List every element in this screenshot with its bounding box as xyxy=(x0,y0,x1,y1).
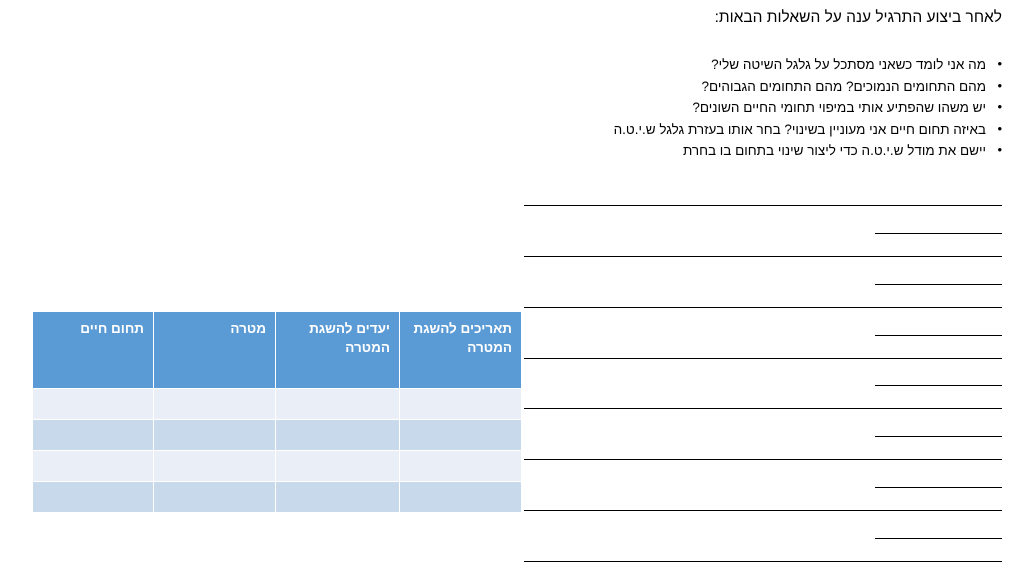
writing-line xyxy=(875,487,1002,488)
column-header-dates: תאריכים להשגת המטרה xyxy=(400,312,522,389)
writing-line xyxy=(524,256,1002,257)
list-item: • מה אני לומד כשאני מסתכל על גלגל השיטה שלי? xyxy=(502,56,1002,75)
table-row[interactable] xyxy=(33,420,522,451)
cell-goal[interactable] xyxy=(154,389,276,420)
list-item: • מהם התחומים הנמוכים? מהם התחומים הגבוהים? xyxy=(502,78,1002,97)
writing-line xyxy=(875,335,1002,336)
writing-line xyxy=(875,284,1002,285)
writing-line xyxy=(524,307,1002,308)
cell-lifearea[interactable] xyxy=(33,420,154,451)
writing-line xyxy=(524,459,1002,460)
cell-dates[interactable] xyxy=(400,389,522,420)
table-row[interactable] xyxy=(33,451,522,482)
column-header-targets: יעדים להשגת המטרה xyxy=(276,312,400,389)
intro-instruction: לאחר ביצוע התרגיל ענה על השאלות הבאות: xyxy=(714,9,1002,26)
writing-line xyxy=(524,358,1002,359)
writing-line xyxy=(875,385,1002,386)
column-header-lifearea: תחום חיים xyxy=(33,312,154,389)
writing-line xyxy=(875,233,1002,234)
table-row[interactable] xyxy=(33,482,522,513)
cell-goal[interactable] xyxy=(154,451,276,482)
writing-line xyxy=(524,205,1002,206)
table-header-row xyxy=(33,312,522,389)
goal-table xyxy=(32,311,522,513)
cell-lifearea[interactable] xyxy=(33,389,154,420)
writing-line xyxy=(524,561,1002,562)
writing-line xyxy=(875,538,1002,539)
writing-line xyxy=(875,436,1002,437)
question-list xyxy=(502,56,1002,161)
cell-dates[interactable] xyxy=(400,482,522,513)
list-item: • באיזה תחום חיים אני מעוניין בשינוי? בחר אותו בעזרת גלגל ש.י.ט.ה xyxy=(502,121,1002,140)
cell-goal[interactable] xyxy=(154,420,276,451)
cell-lifearea[interactable] xyxy=(33,482,154,513)
writing-line xyxy=(524,408,1002,409)
table-row[interactable] xyxy=(33,389,522,420)
cell-targets[interactable] xyxy=(276,451,400,482)
cell-targets[interactable] xyxy=(276,389,400,420)
cell-lifearea[interactable] xyxy=(33,451,154,482)
text-column xyxy=(502,8,1002,164)
list-item: • יש משהו שהפתיע אותי במיפוי תחומי החיים השונים? xyxy=(502,99,1002,118)
cell-dates[interactable] xyxy=(400,451,522,482)
cell-targets[interactable] xyxy=(276,482,400,513)
cell-goal[interactable] xyxy=(154,482,276,513)
list-item: • יישם את מודל ש.י.ט.ה כדי ליצור שינוי בתחום בו בחרת xyxy=(502,142,1002,161)
column-header-goal: מטרה xyxy=(154,312,276,389)
cell-dates[interactable] xyxy=(400,420,522,451)
writing-line xyxy=(524,510,1002,511)
cell-targets[interactable] xyxy=(276,420,400,451)
